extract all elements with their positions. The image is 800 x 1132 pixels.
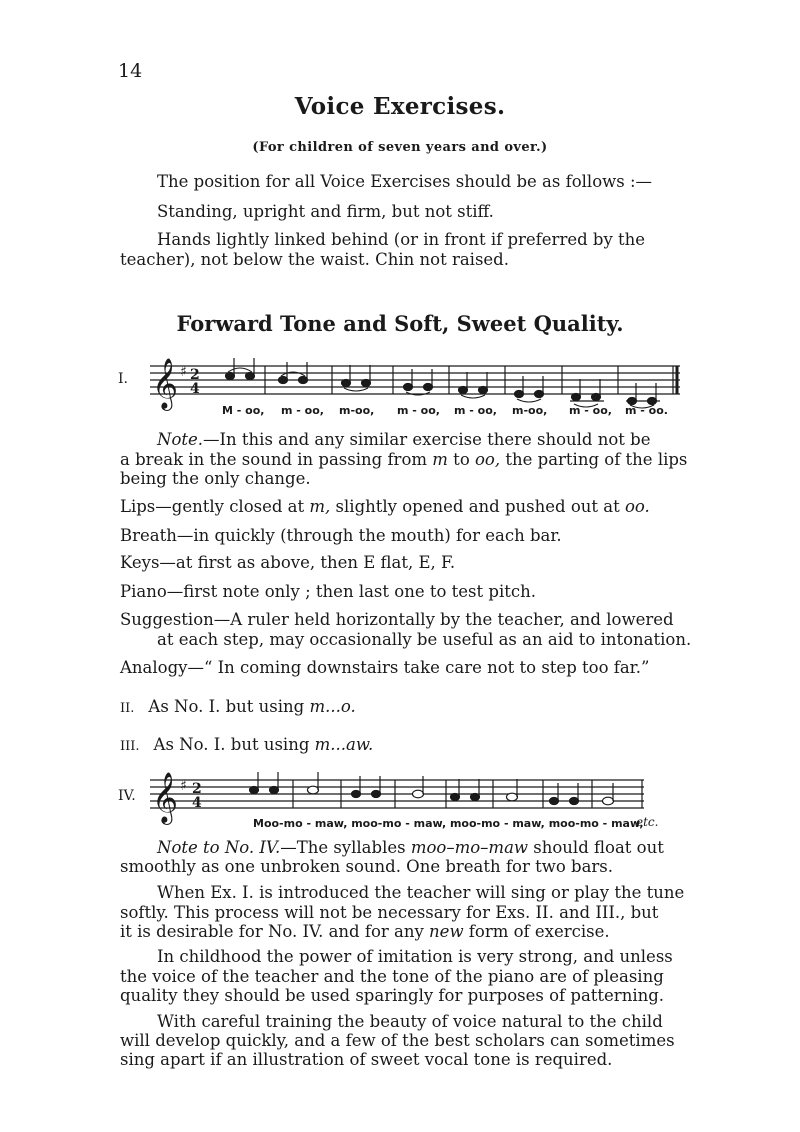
treble-clef-icon: 𝄞 [152, 772, 179, 823]
time-sig-top: 2 [190, 367, 200, 383]
care-line-2: will develop quickly, and a few of the best scholars can sometimes [120, 1031, 675, 1050]
breath-line: Breath—in quickly (through the mouth) for each bar. [120, 526, 562, 545]
intro-line-3a: Hands lightly linked behind (or in front if preferred by the [157, 230, 646, 249]
note-line-1: Note.—In this and any similar exercise there should not be [157, 430, 651, 449]
exercise-1-lyric: m-oo, [339, 404, 375, 417]
analogy-line: Analogy—“ In coming downstairs take care not to step too far.” [120, 658, 650, 677]
intro-line-1: The position for all Voice Exercises should be as follows :— [157, 172, 653, 191]
sharp-icon: ♯ [180, 778, 187, 794]
suggestion-line-1: Suggestion—A ruler held horizontally by the teacher, and lowered [120, 610, 674, 629]
lips-line: Lips—gently closed at m, slightly opened and pushed out at oo. [120, 497, 650, 516]
page-number: 14 [118, 60, 143, 82]
exercise-3-line: III. As No. I. but using m...aw. [120, 735, 374, 754]
time-sig-bottom: 4 [190, 381, 200, 397]
piano-line: Piano—first note only ; then last one to test pitch. [120, 582, 536, 601]
suggestion-line-2: at each step, may occasionally be useful as an aid to intonation. [157, 630, 692, 649]
exercise-1-lyric: m-oo, [512, 404, 548, 417]
exercise-1-lyric: m - oo, [397, 404, 440, 417]
note4-line-1: Note to No. IV.—The syllables moo–mo–maw should float out [157, 838, 664, 857]
exercise-1-lyric: m - oo. [625, 404, 668, 417]
page-subtitle: (For children of seven years and over.) [252, 140, 548, 155]
exercise-1-lyric: M - oo, [222, 404, 265, 417]
exercise-1-number: I. [118, 371, 128, 387]
intro-line-2: Standing, upright and firm, but not stiff. [157, 202, 494, 221]
exercise-1-lyric: m - oo, [281, 404, 324, 417]
intro-line-3b: teacher), not below the waist. Chin not raised. [120, 250, 509, 269]
notes [250, 772, 614, 805]
staff-lines [150, 780, 644, 808]
child-line-3: quality they should be used sparingly for purposes of patterning. [120, 986, 665, 1005]
when-line-2: softly. This process will not be necessary for Exs. II. and III., but [120, 903, 659, 922]
time-sig-bottom: 4 [192, 795, 202, 811]
slurs [228, 368, 654, 408]
exercise-1-lyric: m - oo, [454, 404, 497, 417]
note4-line-2: smoothly as one unbroken sound. One breath for two bars. [120, 857, 614, 876]
care-line-3: sing apart if an illustration of sweet vocal tone is required. [120, 1050, 613, 1069]
note-line-3: being the only change. [120, 469, 311, 488]
note-label: Note. [157, 430, 204, 449]
section-title: Forward Tone and Soft, Sweet Quality. [176, 311, 624, 336]
keys-line: Keys—at first as above, then E flat, E, F. [120, 553, 456, 572]
child-line-2: the voice of the teacher and the tone of the piano are of pleasing [120, 967, 664, 986]
note-line-2: a break in the sound in passing from m to oo, the parting of the lips [120, 450, 688, 469]
child-line-1: In childhood the power of imitation is very strong, and unless [157, 947, 673, 966]
sharp-icon: ♯ [180, 364, 187, 380]
notes [226, 358, 661, 405]
time-sig-top: 2 [192, 781, 202, 797]
exercise-4-lyrics: Moo-mo - maw, moo-mo - maw, moo-mo - maw, moo-mo - maw, [253, 817, 644, 830]
exercise-4-number: IV. [118, 788, 136, 804]
page-title: Voice Exercises. [294, 93, 506, 120]
exercise-1-lyric: m - oo, [569, 404, 612, 417]
exercise-4-etc: etc. [636, 815, 659, 829]
exercise-2-line: II. As No. I. but using m...o. [120, 697, 356, 716]
care-line-1: With careful training the beauty of voice natural to the child [157, 1012, 663, 1031]
when-line-3: it is desirable for No. IV. and for any new form of exercise. [120, 922, 610, 941]
when-line-1: When Ex. I. is introduced the teacher will sing or play the tune [157, 883, 685, 902]
treble-clef-icon: 𝄞 [152, 358, 179, 409]
